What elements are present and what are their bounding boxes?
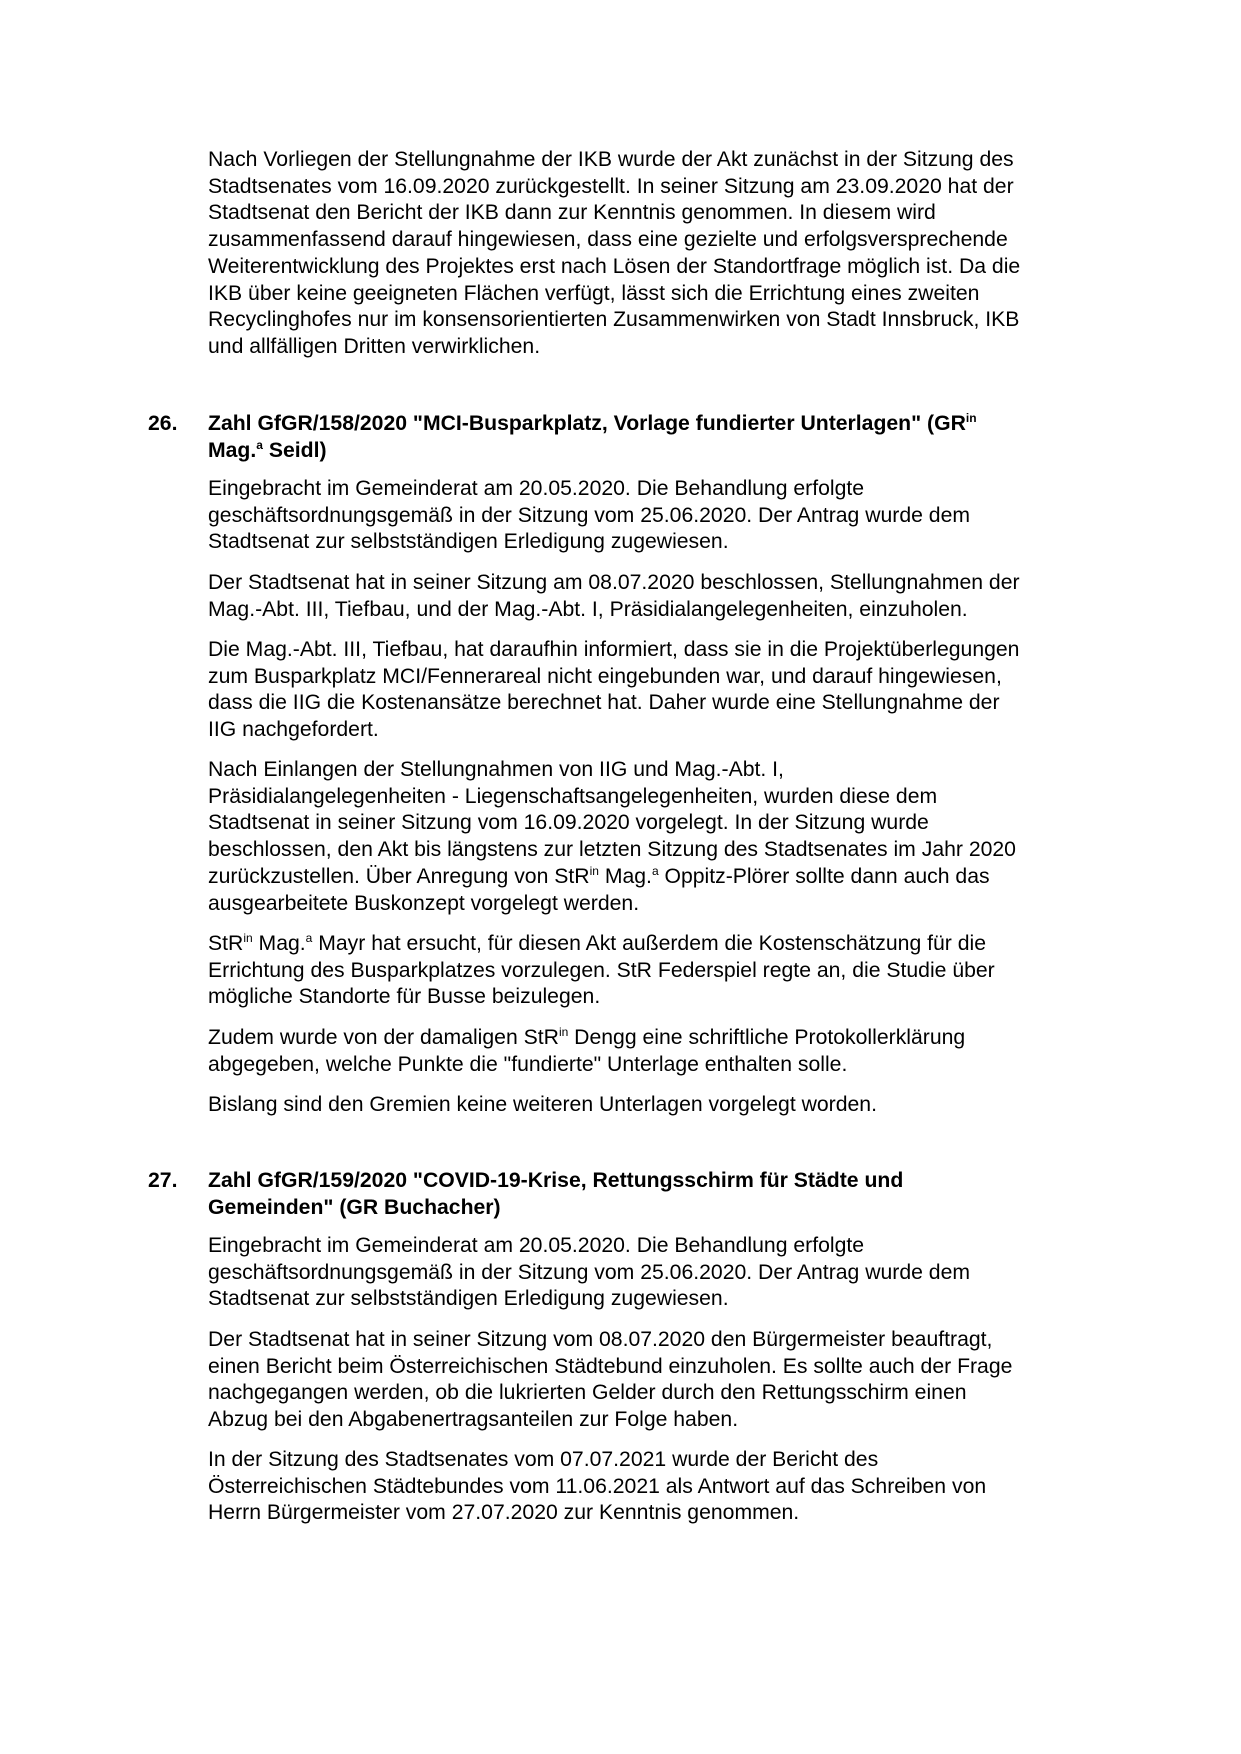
paragraph-line: Österreichischen Städtebundes vom 11.06.2021 als Antwort auf das Schreiben von [208, 1474, 987, 1498]
item-26-paragraph-1 [208, 476, 1108, 556]
paragraph-line [208, 931, 1108, 958]
intro-line: Stadtsenates vom 16.09.2020 zurückgestellt. In seiner Sitzung am 23.09.2020 hat der [208, 174, 1014, 198]
text-run: Mayr hat ersucht, für diesen Akt außerdem die Kostenschätzung für die [312, 932, 987, 955]
item-26-paragraph-5 [208, 931, 1108, 1011]
superscript: in [243, 931, 253, 945]
heading-text: Zahl GfGR/158/2020 "MCI-Busparkplatz, Vorlage fundierter Unterlagen" (GR [208, 412, 966, 435]
paragraph-line: Eingebracht im Gemeinderat am 20.05.2020. Die Behandlung erfolgte [208, 1234, 865, 1257]
text-run: Zudem wurde von der damaligen StR [208, 1026, 559, 1049]
paragraph-line: Herrn Bürgermeister vom 27.07.2020 zur Kenntnis genommen. [208, 1501, 800, 1525]
paragraph-line: abgegeben, welche Punkte die "fundierte" Unterlage enthalten solle. [208, 1052, 848, 1076]
paragraph-line: geschäftsordnungsgemäß in der Sitzung vom 25.06.2020. Der Antrag wurde dem [208, 1260, 971, 1284]
paragraph-line: einen Bericht beim Österreichischen Städtebund einzuholen. Es sollte auch der Frage [208, 1354, 1013, 1378]
intro-line: Recyclinghofes nur im konsensorientierten Zusammenwirken von Stadt Innsbruck, IKB [208, 308, 1020, 332]
intro-line: Stadtsenat den Bericht der IKB dann zur Kenntnis genommen. In diesem wird [208, 201, 936, 225]
paragraph-line [208, 864, 1108, 891]
superscript: in [965, 411, 977, 425]
text-run: Dengg eine schriftliche Protokollerklärung [568, 1026, 966, 1049]
paragraph-line: Errichtung des Busparkplatzes vorzulegen. StR Federspiel regte an, die Studie über [208, 958, 995, 982]
paragraph-line: beschlossen, den Akt bis längstens zur letzten Sitzung des Stadtsenates im Jahr 2020 [208, 838, 1016, 862]
paragraph-line [208, 1025, 1108, 1052]
item-27-heading-line: Gemeinden" (GR Buchacher) [208, 1195, 501, 1219]
item-27-heading [208, 1168, 1108, 1221]
paragraph-line: ausgearbeitete Buskonzept vorgelegt werden. [208, 891, 640, 915]
paragraph-line: dass die IIG die Kostenansätze berechnet hat. Daher wurde eine Stellungnahme der [208, 691, 1000, 715]
intro-line: Weiterentwicklung des Projektes erst nach Lösen der Standortfrage möglich ist. Da die [208, 254, 1021, 278]
paragraph-line: IIG nachgefordert. [208, 718, 379, 742]
intro-line: zusammenfassend darauf hingewiesen, dass eine gezielte und erfolgsversprechende [208, 228, 1008, 252]
paragraph-line: Die Mag.-Abt. III, Tiefbau, hat daraufhin informiert, dass sie in die Projektüberlegungen [208, 638, 1020, 661]
item-26-number: 26. [148, 412, 178, 435]
item-27-paragraph-1 [208, 1233, 1108, 1313]
superscript: a [256, 437, 263, 452]
superscript: in [589, 863, 599, 878]
item-27-paragraph-3 [208, 1447, 1108, 1527]
superscript: a [651, 863, 659, 878]
paragraph-line: zum Busparkplatz MCI/Fennerareal nicht eingebunden war, und darauf hingewiesen, [208, 664, 1002, 688]
text-run: Mag. [252, 932, 306, 955]
paragraph-line: Präsidialangelegenheiten - Liegenschaftsangelegenheiten, wurden diese dem [208, 784, 938, 808]
item-26-heading [208, 411, 1108, 464]
item-26-paragraph-4 [208, 757, 1108, 917]
intro-line: IKB über keine geeigneten Flächen verfügt, lässt sich die Errichtung eines zweiten [208, 281, 980, 305]
text-run: Oppitz-Plörer sollte dann auch das [658, 864, 990, 888]
item-27-heading-line: Zahl GfGR/159/2020 "COVID-19-Krise, Rettungsschirm für Städte und [208, 1169, 904, 1192]
paragraph-line: geschäftsordnungsgemäß in der Sitzung vom 25.06.2020. Der Antrag wurde dem [208, 503, 971, 527]
item-26-heading-line [208, 411, 1108, 438]
paragraph-line: Eingebracht im Gemeinderat am 20.05.2020. Die Behandlung erfolgte [208, 477, 865, 500]
text-run: StR [208, 932, 244, 955]
intro-line: und allfälligen Dritten verwirklichen. [208, 334, 541, 358]
intro-line: Nach Vorliegen der Stellungnahme der IKB wurde der Akt zunächst in der Sitzung des [208, 148, 1014, 171]
item-26-paragraph-3 [208, 637, 1108, 744]
paragraph-line: Abzug bei den Abgabenertragsanteilen zur Folge haben. [208, 1408, 739, 1432]
paragraph-line: In der Sitzung des Stadtsenates vom 07.07.2021 wurde der Bericht des [208, 1448, 879, 1471]
item-26-paragraph-2 [208, 570, 1108, 623]
heading-text: Seidl) [262, 438, 327, 462]
paragraph-line: Mag.-Abt. III, Tiefbau, und der Mag.-Abt. I, Präsidialangelegenheiten, einzuholen. [208, 597, 968, 621]
heading-text: Mag. [208, 438, 257, 462]
paragraph-line: Der Stadtsenat hat in seiner Sitzung vom 08.07.2020 den Bürgermeister beauftragt, [208, 1328, 993, 1351]
paragraph-line: Stadtsenat in seiner Sitzung vom 16.09.2020 vorgelegt. In der Sitzung wurde [208, 811, 929, 835]
item-27-paragraph-2 [208, 1327, 1108, 1434]
text-run: zurückzustellen. Über Anregung von StR [208, 864, 590, 888]
paragraph-line: Nach Einlangen der Stellungnahmen von IIG und Mag.-Abt. I, [208, 758, 784, 781]
paragraph-line: Stadtsenat zur selbstständigen Erledigung zugewiesen. [208, 530, 729, 554]
item-26-paragraph-7 [208, 1092, 1108, 1119]
item-27-number: 27. [148, 1169, 178, 1192]
intro-paragraph [208, 147, 1108, 361]
superscript: in [558, 1025, 569, 1039]
text-run: Mag. [598, 864, 652, 888]
item-26-paragraph-6 [208, 1025, 1108, 1078]
paragraph-line: Stadtsenat zur selbstständigen Erledigung zugewiesen. [208, 1287, 729, 1311]
paragraph-line: mögliche Standorte für Busse beizulegen. [208, 985, 601, 1009]
paragraph-line: Bislang sind den Gremien keine weiteren Unterlagen vorgelegt worden. [208, 1093, 877, 1116]
paragraph-line: Der Stadtsenat hat in seiner Sitzung am 08.07.2020 beschlossen, Stellungnahmen der [208, 571, 1020, 594]
item-26-heading-line [208, 438, 1108, 465]
superscript: a [305, 931, 313, 945]
paragraph-line: nachgegangen werden, ob die lukrierten Gelder durch den Rettungsschirm einen [208, 1381, 967, 1405]
